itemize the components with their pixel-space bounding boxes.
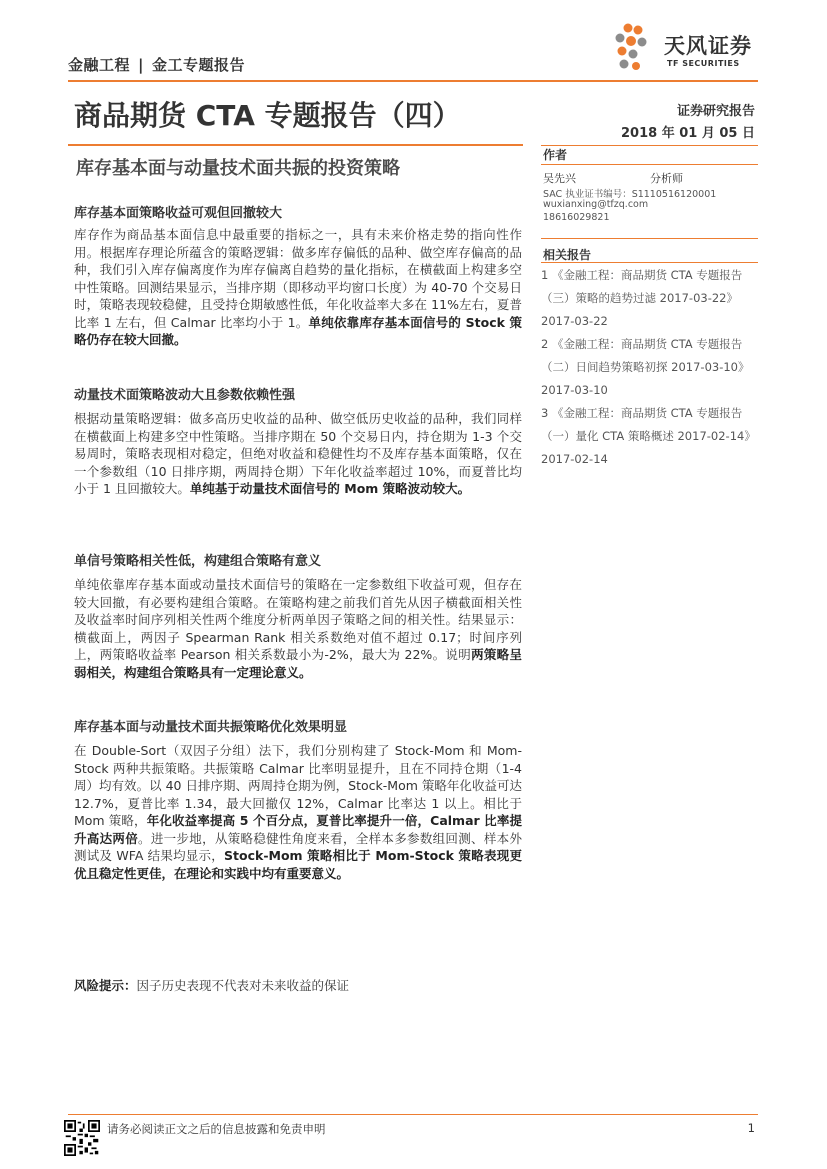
author-rule [541, 145, 758, 146]
related-report-line[interactable]: （二）日间趋势策略初探 2017-03-10》 [541, 360, 750, 374]
author-name: 吴先兴 [543, 172, 576, 185]
logo-english-name: TF SECURITIES [667, 59, 740, 68]
section-highlight: 单纯依靠库存基本面信号的 Stock 策略仍存在较大回撤。 [74, 314, 522, 347]
report-subtitle: 库存基本面与动量技术面共振的投资策略 [76, 158, 400, 179]
header-rule [68, 80, 758, 82]
page-number: 1 [747, 1121, 755, 1135]
header-divider: | [138, 56, 144, 74]
report-title: 商品期货 CTA 专题报告（四） [74, 99, 461, 132]
author-cert: SAC 执业证书编号：S1110516120001 [543, 189, 717, 200]
related-report-line[interactable]: （三）策略的趋势过滤 2017-03-22》 [541, 291, 738, 305]
department-header [68, 54, 245, 75]
section-text: 在 Double-Sort（双因子分组）法下，我们分别构建了 Stock-Mom 和 Mom-Stock 两种共振策略。共振策略 Calmar 比率明显提升，且在不同持仓期（1-4 周）均有效。以 40 日排序期、两周持仓期为例，Stock-Mom 策略年化收益可达 12.7%，夏普比率 1.34，最大回撤仅 12%，Calmar 比率达 1 以上。相比于 Mom 策略， [74, 743, 522, 828]
section-paragraph [74, 576, 522, 681]
department-label: 金融工程 [68, 56, 131, 74]
related-report-line[interactable]: 3 《金融工程：商品期货 CTA 专题报告 [541, 406, 743, 420]
author-heading: 作者 [543, 148, 568, 162]
related-report-line[interactable]: （一）量化 CTA 策略概述 2017-02-14》 [541, 429, 756, 443]
section-highlight: 年化收益率提高 5 个百分点，夏普比率提升一倍，Calmar 比率提升高达两倍 [74, 813, 522, 846]
section-highlight: Stock-Mom 策略相比于 Mom-Stock 策略表现更优且稳定性更佳，在理论和实践中均有重要意义。 [74, 848, 522, 881]
section-heading: 库存基本面策略收益可观但回撤较大 [74, 206, 283, 221]
section-paragraph [74, 226, 522, 349]
disclaimer-text: 请务必阅读正文之后的信息披露和免责申明 [107, 1122, 326, 1136]
related-report-line[interactable]: 1 《金融工程：商品期货 CTA 专题报告 [541, 268, 743, 282]
related-rule [541, 238, 758, 239]
author-heading-rule [541, 164, 758, 165]
qr-code-icon[interactable] [64, 1120, 100, 1156]
section-heading: 动量技术面策略波动大且参数依赖性强 [74, 388, 296, 403]
related-reports-list [541, 264, 759, 471]
section-text: 根据动量策略逻辑：做多高历史收益的品种、做空低历史收益的品种，我们同样在横截面上构建多空中性策略。当排序期在 50 个交易日内，持仓期为 1-3 个交易周时，策略表现相对稳定，但绝对收益和稳健性均不及库存基本面策略，仅在一个参数组（10 日排序期，两周持仓期）下年化收益率超过 10%，而夏普比均小于 1 且回撤较大。 [74, 411, 522, 496]
section-heading: 单信号策略相关性低，构建组合策略有意义 [74, 554, 322, 569]
section-highlight: 单纯基于动量技术面信号的 Mom 策略波动较大。 [189, 481, 471, 496]
risk-label: 风险提示： [74, 978, 137, 993]
risk-warning [74, 976, 349, 994]
related-report-date: 2017-03-22 [541, 314, 608, 328]
report-date: 2018 年 01 月 05 日 [621, 126, 755, 141]
section-paragraph [74, 742, 522, 882]
section-text: 单纯依靠库存基本面或动量技术面信号的策略在一定参数组下收益可观，但存在较大回撤，有必要构建组合策略。在策略构建之前我们首先从因子横截面相关性及收益率时间序列相关性两个维度分析两单因子策略之间的相关性。结果显示：横截面上，两因子 Spearman Rank 相关系数绝对值不超过 0.17；时间序列上，两策略收益率 Pearson 相关系数最小为-2%，最大为 22%。说明 [74, 577, 522, 662]
author-email[interactable]: wuxianxing@tfzq.com [543, 199, 649, 210]
related-heading: 相关报告 [543, 248, 592, 262]
section-paragraph [74, 410, 522, 498]
section-text: 库存作为商品基本面信息中最重要的指标之一，具有未来价格走势的指向性作用。根据库存理论所蕴含的策略逻辑：做多库存偏低的品种、做空库存偏高的品种，我们引入库存偏离度作为库存偏离自趋势的量化指标，在横截面上构建多空中性策略。回测结果显示，当排序期（即移动平均窗口长度）为 40-70 个交易日时，策略表现较稳健，且受持仓期敏感性低，年化收益率大多在 11%左右，夏普比率 1 左右，但 Calmar 比率均小于 1。 [74, 227, 522, 330]
related-report-date: 2017-02-14 [541, 452, 608, 466]
section-highlight: 两策略呈弱相关，构建组合策略具有一定理论意义。 [74, 647, 522, 680]
section-heading: 库存基本面与动量技术面共振策略优化效果明显 [74, 720, 348, 735]
category-label: 金工专题报告 [152, 56, 246, 74]
related-report-line[interactable]: 2 《金融工程：商品期货 CTA 专题报告 [541, 337, 743, 351]
related-heading-rule [541, 262, 758, 263]
title-rule [68, 144, 523, 146]
author-phone: 18616029821 [543, 212, 610, 223]
report-type: 证券研究报告 [676, 104, 755, 119]
logo-chinese-name: 天风证券 [664, 34, 752, 58]
author-role: 分析师 [650, 172, 683, 185]
section-text: 。进一步地，从策略稳健性角度来看，全样本多参数组回测、样本外测试及 WFA 结果均显示， [74, 830, 522, 863]
risk-text: 因子历史表现不代表对未来收益的保证 [136, 978, 350, 993]
related-report-date: 2017-03-10 [541, 383, 608, 397]
footer-rule [68, 1114, 758, 1115]
